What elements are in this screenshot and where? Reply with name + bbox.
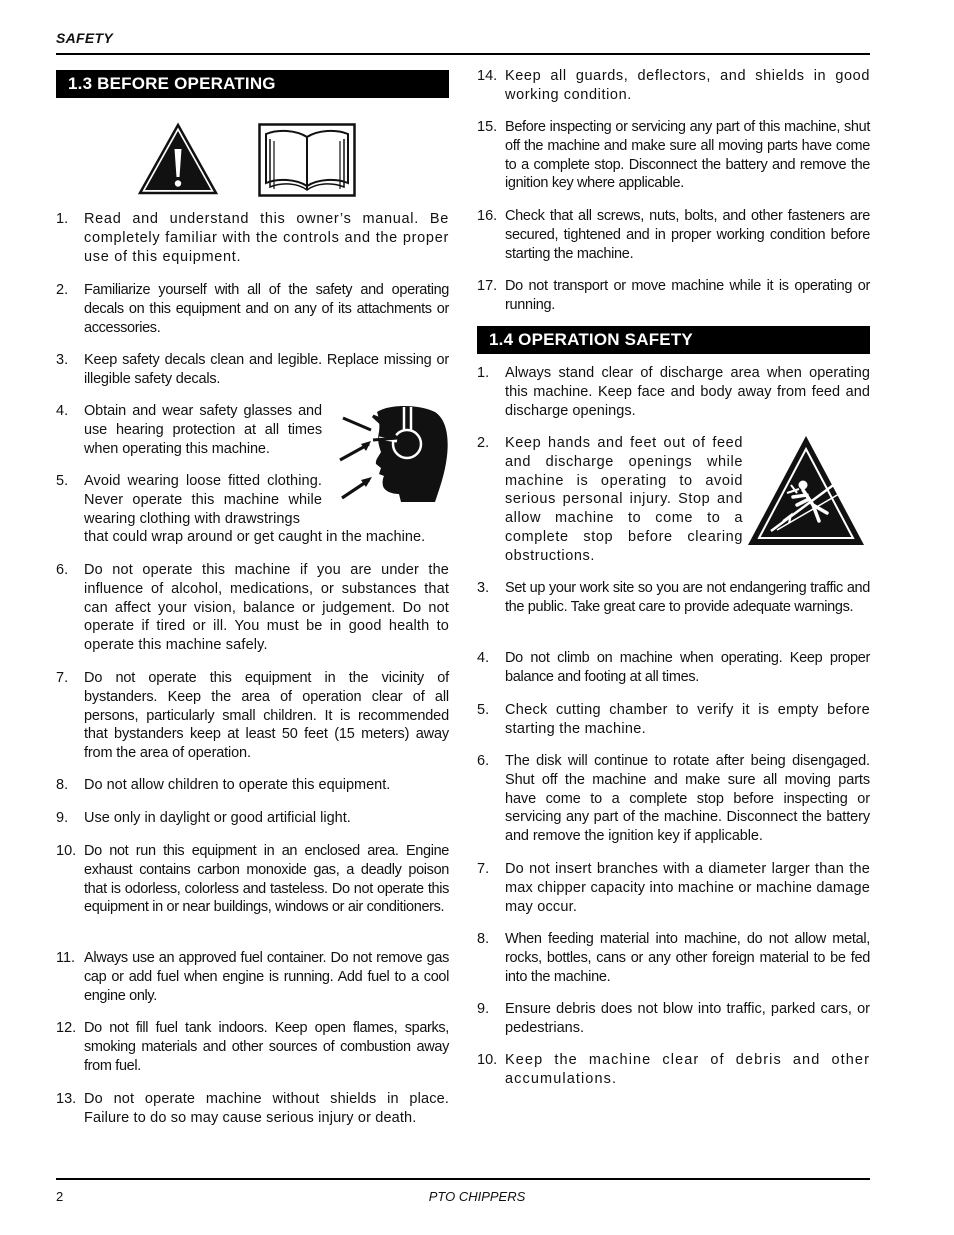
warning-triangle-icon [138, 123, 218, 195]
footer-rule [56, 1178, 870, 1180]
section-heading-operation-safety: 1.4 OPERATION SAFETY [477, 326, 870, 354]
owners-manual-book-icon [258, 123, 356, 197]
running-head: SAFETY [56, 30, 114, 46]
entanglement-hazard-triangle-icon [747, 435, 865, 547]
safety-glasses-hearing-protection-icon [339, 404, 451, 504]
footer-title: PTO CHIPPERS [428, 1189, 526, 1204]
header-rule [56, 53, 870, 55]
section-heading-before-operating: 1.3 BEFORE OPERATING [56, 70, 449, 98]
list-item-continuation: that could wrap around or get caught in the machine. [84, 529, 426, 545]
page-number: 2 [56, 1189, 64, 1204]
